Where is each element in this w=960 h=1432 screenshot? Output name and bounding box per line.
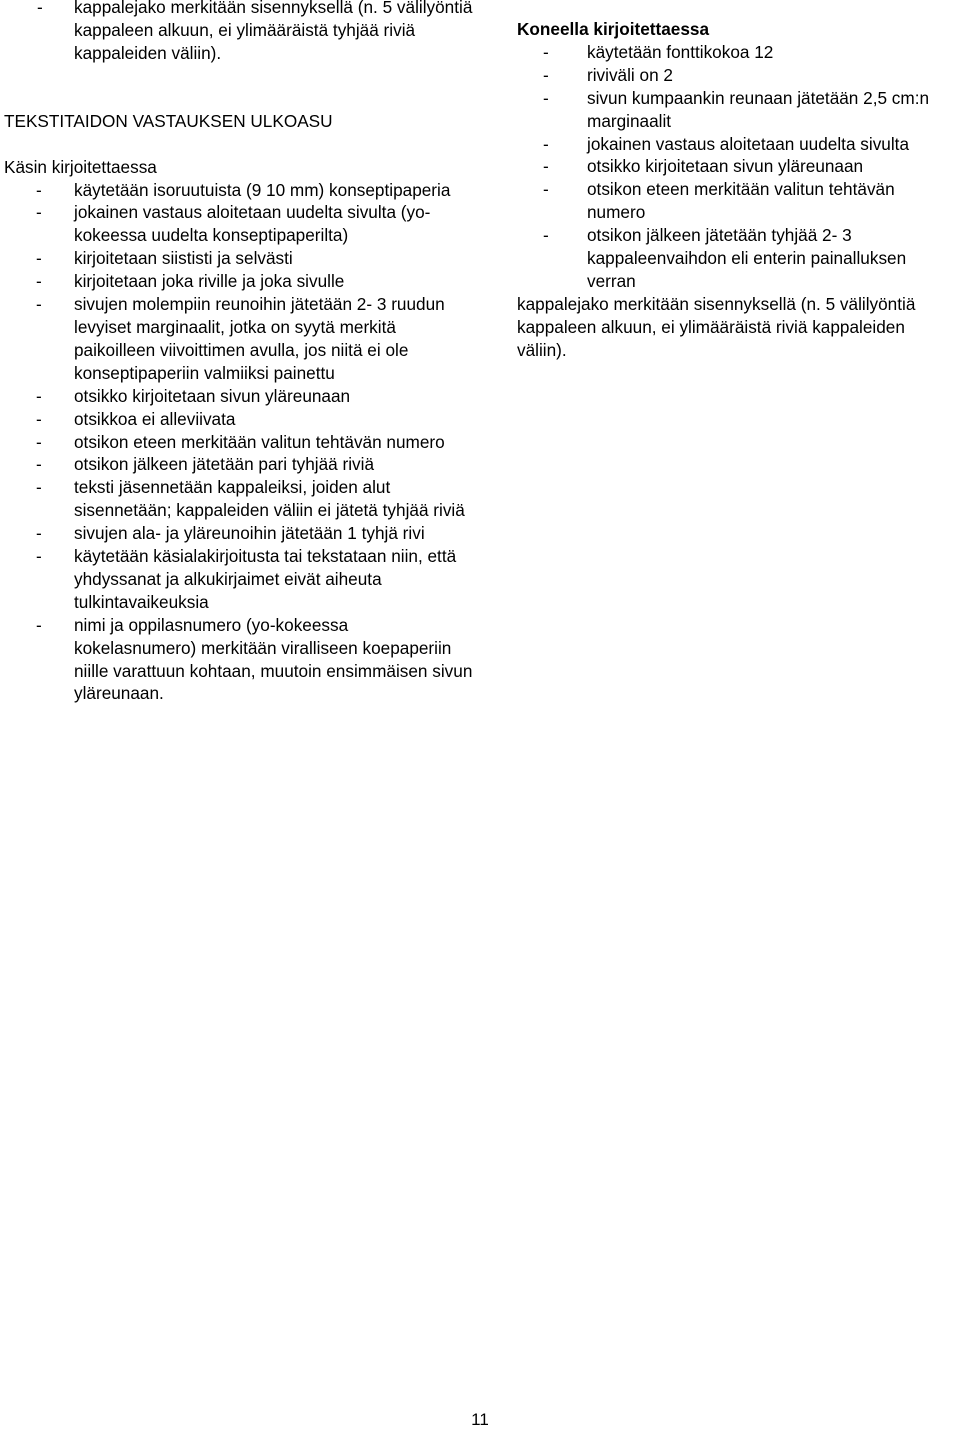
- list-item: - otsikko kirjoitetaan sivun yläreunaan: [4, 385, 474, 408]
- list-item: - jokainen vastaus aloitetaan uudelta sivulta: [517, 133, 957, 156]
- list-item: - sivujen molempiin reunoihin jätetään 2- 3 ruudun levyiset marginaalit, jotka on syytä merkitä paikoilleen viivoittimen avulla, jos niitä ei ole konseptipaperiin valmiiksi painettu: [4, 293, 474, 385]
- computer-subheading: Koneella kirjoitettaessa: [517, 19, 710, 39]
- continued-list: [4, 0, 474, 65]
- list-item: - otsikko kirjoitetaan sivun yläreunaan: [517, 155, 957, 178]
- list-item: - otsikon jälkeen jätetään tyhjää 2- 3 kappaleenvaihdon eli enterin painalluksen verran: [517, 224, 957, 293]
- right-column: [517, 18, 957, 362]
- list-item: - otsikon eteen merkitään valitun tehtävän numero: [4, 431, 474, 454]
- list-item: - otsikon eteen merkitään valitun tehtävän numero: [517, 178, 957, 224]
- list-item: - kirjoitetaan siististi ja selvästi: [4, 247, 474, 270]
- section-heading: TEKSTITAIDON VASTAUKSEN ULKOASU: [4, 110, 333, 131]
- list-item: - otsikon jälkeen jätetään pari tyhjää riviä: [4, 453, 474, 476]
- list-item: - käytetään käsialakirjoitusta tai tekstataan niin, että yhdyssanat ja alkukirjaimet eivät aiheuta tulkintavaikeuksia: [4, 545, 474, 614]
- computer-list: [517, 41, 957, 293]
- list-item: - käytetään isoruutuista (9 10 mm) konseptipaperia: [4, 179, 474, 202]
- list-item: - kirjoitetaan joka riville ja joka sivulle: [4, 270, 474, 293]
- handwriting-list: [4, 179, 474, 706]
- list-item: - otsikkoa ei alleviivata: [4, 408, 474, 431]
- list-item: - nimi ja oppilasnumero (yo-kokeessa kokelasnumero) merkitään viralliseen koepaperiin niille varattuun kohtaan, muutoin ensimmäisen sivun yläreunaan.: [4, 614, 474, 706]
- paragraph-note: kappalejako merkitään sisennyksellä (n. 5 välilyöntiä kappaleen alkuun, ei ylimääräistä riviä kappaleiden väliin).: [517, 293, 916, 360]
- left-column: [4, 0, 474, 705]
- handwriting-subheading: Käsin kirjoitettaessa: [4, 156, 157, 177]
- list-item: - sivun kumpaankin reunaan jätetään 2,5 cm:n marginaalit: [517, 87, 957, 133]
- list-item: - teksti jäsennetään kappaleiksi, joiden alut sisennetään; kappaleiden väliin ei jätetä tyhjää riviä: [4, 476, 474, 522]
- list-item: - riviväli on 2: [517, 64, 957, 87]
- list-item: - kappalejako merkitään sisennyksellä (n. 5 välilyöntiä kappaleen alkuun, ei ylimääräistä tyhjää riviä kappaleiden väliin).: [4, 0, 474, 65]
- list-item: - jokainen vastaus aloitetaan uudelta sivulta (yo-kokeessa uudelta konseptipaperilta): [4, 201, 474, 247]
- page-number: 11: [471, 1410, 489, 1429]
- list-item: - sivujen ala- ja yläreunoihin jätetään 1 tyhjä rivi: [4, 522, 474, 545]
- list-item: - käytetään fonttikokoa 12: [517, 41, 957, 64]
